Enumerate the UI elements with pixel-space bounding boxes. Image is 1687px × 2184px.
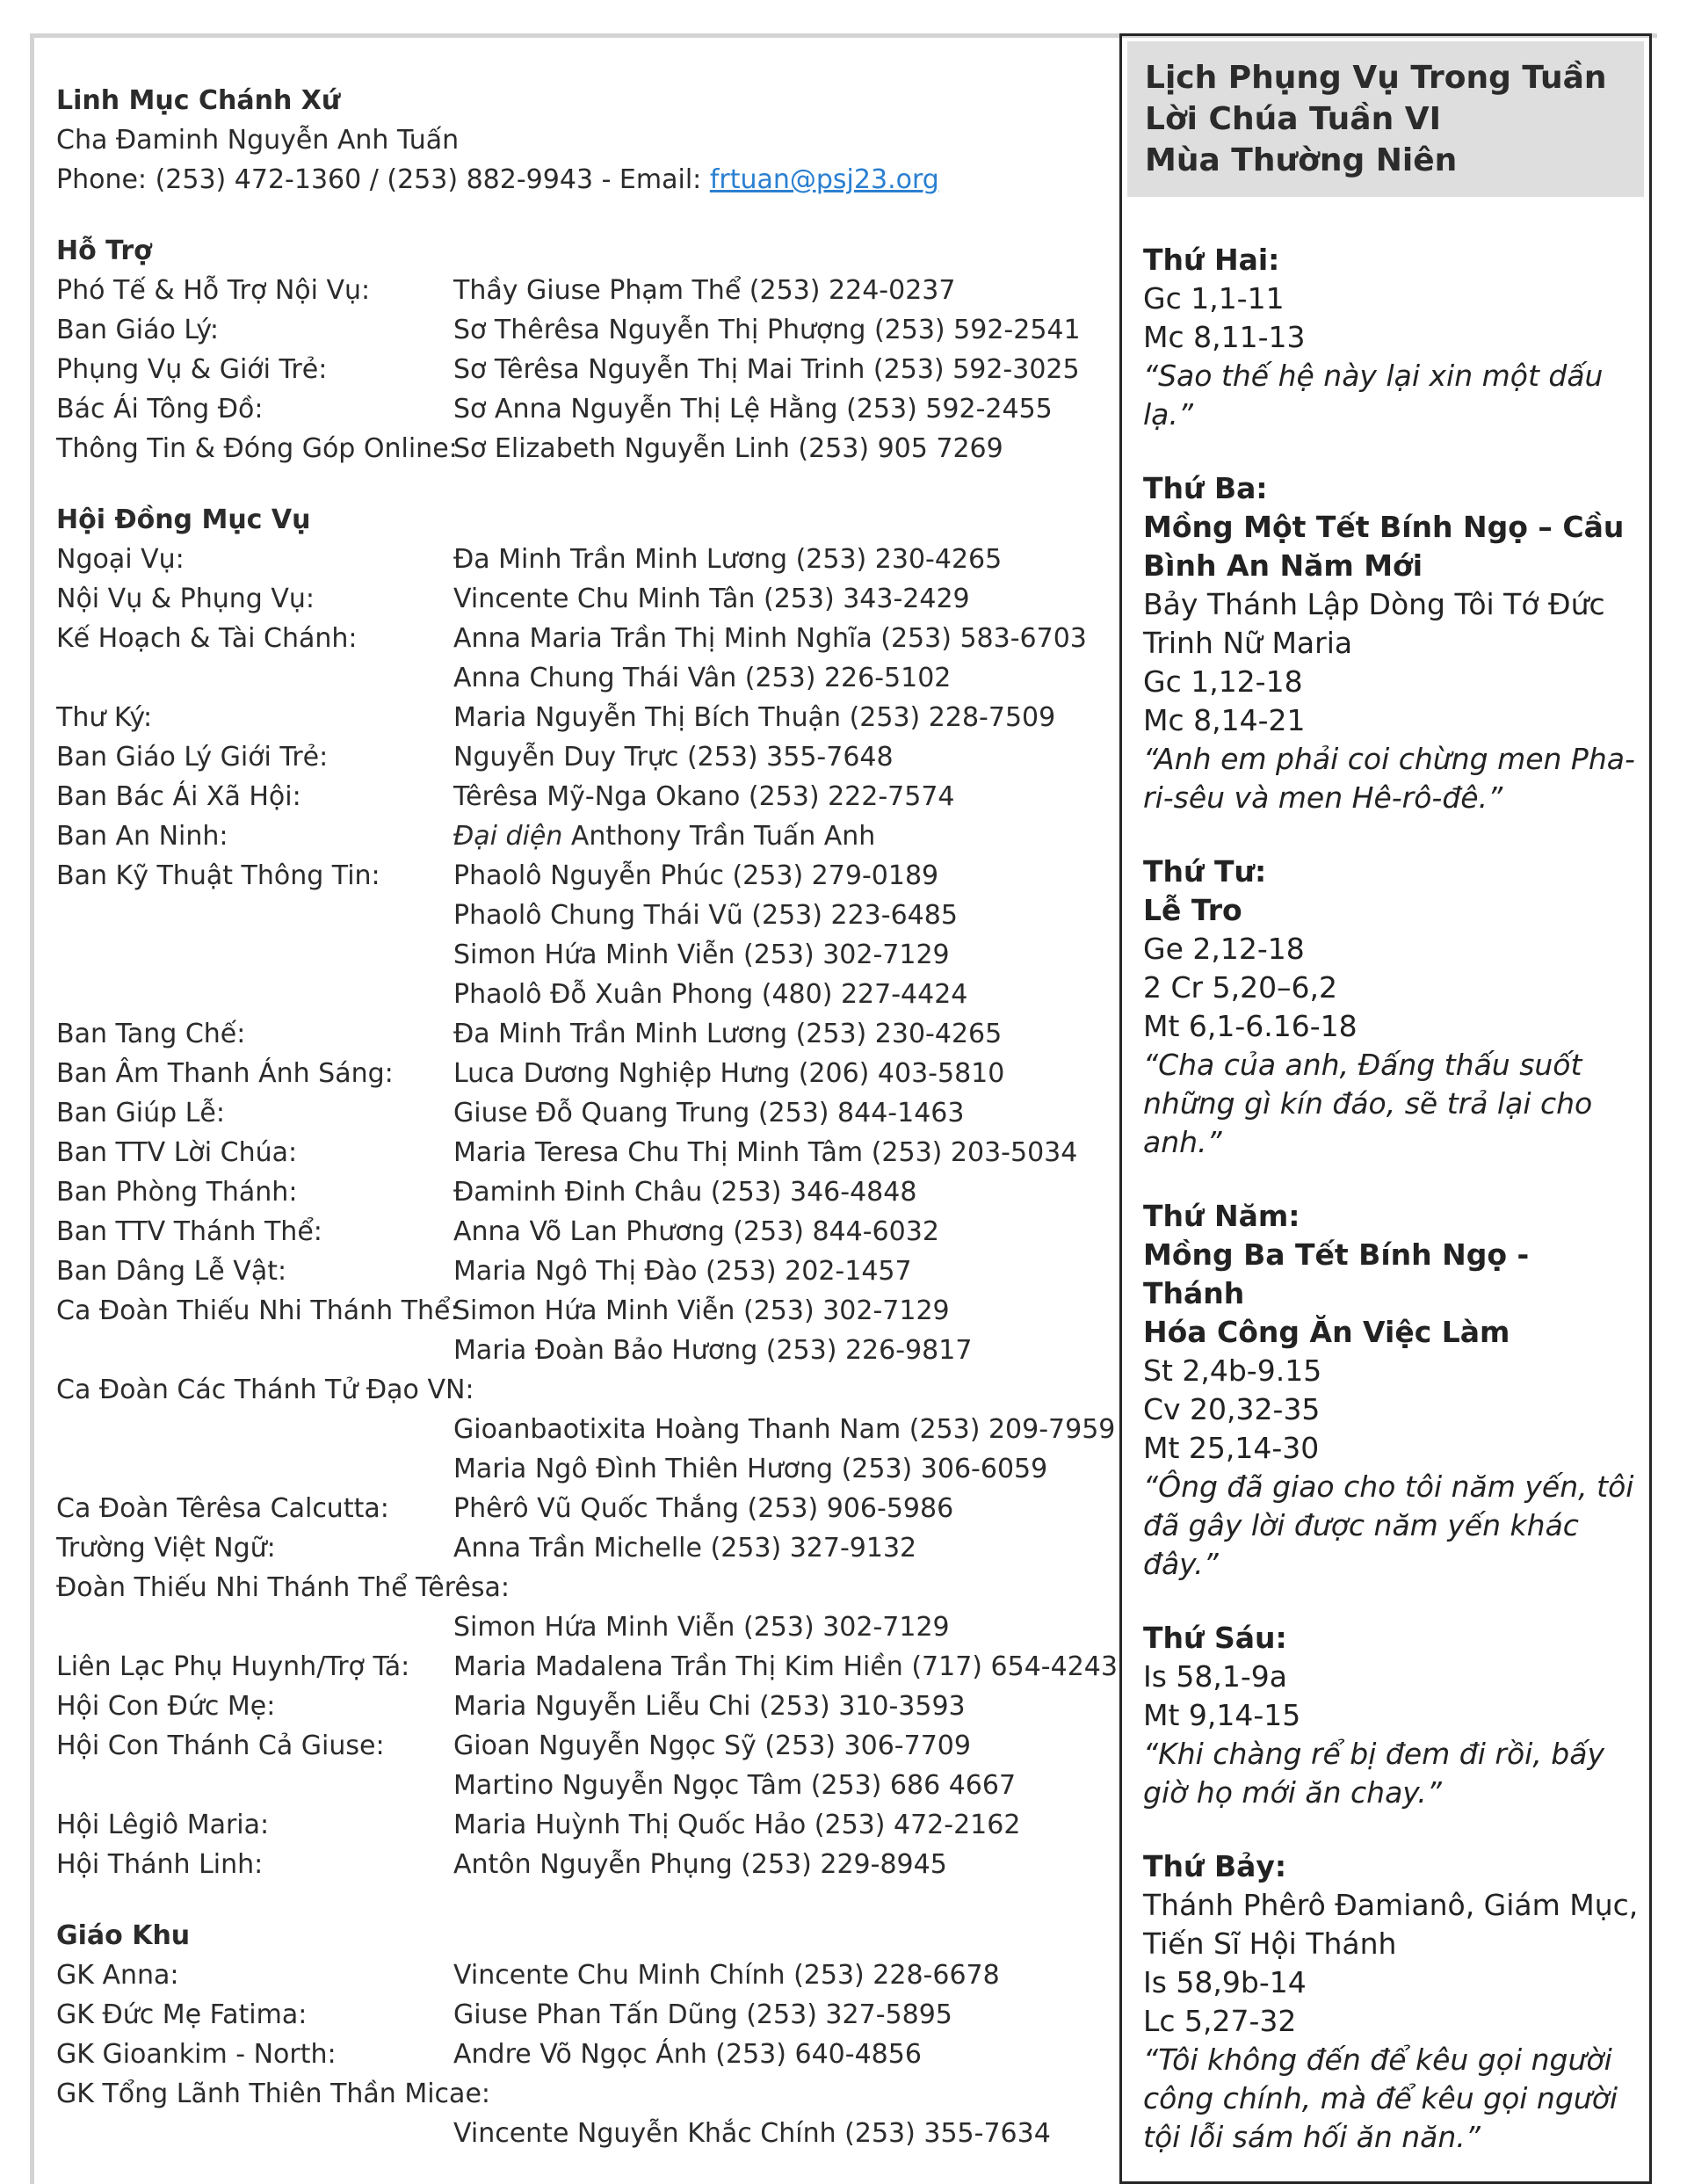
directory-contact-text: Vincente Nguyễn Khắc Chính (253) 355-7634 (453, 2118, 1051, 2149)
directory-row (56, 1054, 1102, 1093)
directory-contact (453, 389, 1053, 429)
day-quote: “Sao thế hệ này lại xin một dấu lạ.” (1143, 359, 1604, 432)
directory-contact (453, 310, 1081, 350)
directory-row (56, 1687, 1102, 1726)
day-name: Thứ Sáu: (1143, 1621, 1287, 1655)
council-title: Hội Đồng Mục Vụ (56, 504, 311, 535)
day-name: Thứ Hai: (1143, 243, 1280, 277)
day-name: Thứ Năm: (1143, 1199, 1300, 1233)
directory-row (56, 1845, 1102, 1884)
directory-contact-text: Phêrô Vũ Quốc Thắng (253) 906-5986 (453, 1493, 954, 1524)
day-note: Thánh Phêrô Đamianô, Giám Mục, (1143, 1888, 1639, 1922)
day-reading: Cv 20,32-35 (1143, 1392, 1321, 1426)
liturgy-day (1143, 469, 1639, 817)
directory-contact (453, 1489, 953, 1528)
directory-role: GK Đức Mẹ Fatima: (56, 1999, 308, 2030)
directory-row (56, 856, 1102, 896)
directory-row (56, 1172, 1102, 1212)
directory-contact (453, 1014, 1002, 1054)
day-reading: Mt 9,14-15 (1143, 1698, 1301, 1732)
directory-row (56, 737, 1102, 777)
liturgy-panel (1119, 33, 1652, 2184)
directory-contact-text: Thầy Giuse Phạm Thể (253) 224-0237 (453, 275, 956, 306)
directory-contact-text: Maria Teresa Chu Thị Minh Tâm (253) 203-5034 (453, 1137, 1078, 1168)
directory-contact (453, 579, 970, 619)
district-list (56, 1955, 1102, 2153)
directory-row (56, 896, 1102, 935)
day-reading: Is 58,1-9a (1143, 1659, 1288, 1694)
directory-role: Hội Thánh Linh: (56, 1849, 264, 1880)
directory-contact-text: Đa Minh Trần Minh Lương (253) 230-4265 (453, 1019, 1003, 1049)
day-name: Thứ Bảy: (1143, 1849, 1287, 1883)
directory-row (56, 350, 1102, 389)
directory-contact (453, 1172, 916, 1212)
directory-contact-text: Simon Hứa Minh Viễn (253) 302-7129 (453, 940, 950, 970)
directory-contact (453, 975, 967, 1014)
day-feast: Mồng Một Tết Bính Ngọ – Cầu (1143, 510, 1625, 544)
directory-row (56, 1449, 1102, 1489)
directory-contact (453, 271, 955, 310)
day-feast: Hóa Công Ăn Việc Làm (1143, 1315, 1510, 1349)
directory-contact-text: Anna Trần Michelle (253) 327-9132 (453, 1533, 917, 1564)
directory-role: Ban Giúp Lễ: (56, 1098, 225, 1128)
pastor-contact (56, 160, 1102, 200)
liturgy-days (1122, 197, 1649, 2157)
directory-row (56, 1766, 1102, 1805)
directory-contact-text: Maria Đoàn Bảo Hương (253) 226-9817 (453, 1335, 973, 1366)
directory-contact (453, 619, 1087, 658)
directory-contact (453, 1528, 916, 1568)
directory-role: Kế Hoạch & Tài Chánh: (56, 623, 358, 654)
day-name: Thứ Ba: (1143, 471, 1268, 505)
directory-contact-text: Vincente Chu Minh Tân (253) 343-2429 (453, 584, 970, 614)
directory-row (56, 1093, 1102, 1133)
directory-row (56, 1528, 1102, 1568)
directory-contact-text: Simon Hứa Minh Viễn (253) 302-7129 (453, 1612, 950, 1643)
directory-contact-note: Đại diện (453, 821, 563, 852)
directory-contact-text: Giuse Đỗ Quang Trung (253) 844-1463 (453, 1098, 965, 1128)
directory-role: Ban Bác Ái Xã Hội: (56, 781, 301, 812)
directory-row (56, 389, 1102, 429)
council-list (56, 540, 1118, 1884)
liturgy-header-line: Lịch Phụng Vụ Trong Tuần (1145, 60, 1607, 96)
directory-role: Ban Kỹ Thuật Thông Tin: (56, 860, 380, 891)
day-feast: Bình An Năm Mới (1143, 548, 1423, 583)
directory-contact-text: Nguyễn Duy Trực (253) 355-7648 (453, 742, 894, 773)
directory-row (56, 1133, 1102, 1172)
liturgy-header-line: Mùa Thường Niên (1145, 142, 1458, 178)
day-name: Thứ Tư: (1143, 854, 1267, 889)
directory-contact (453, 540, 1002, 579)
directory-contact-text: Luca Dương Nghiệp Hưng (206) 403-5810 (453, 1058, 1005, 1089)
directory-row (56, 698, 1102, 737)
directory-contact-text: Anna Maria Trần Thị Minh Nghĩa (253) 583-6703 (453, 623, 1087, 654)
directory-contact (453, 1955, 1000, 1995)
directory-row (56, 1489, 1102, 1528)
day-quote: “Cha của anh, Đấng thấu suốt những gì kín đáo, sẽ trả lại cho anh.” (1143, 1048, 1593, 1159)
day-note: Tiến Sĩ Hội Thánh (1143, 1926, 1397, 1961)
directory-role: Ngoại Vụ: (56, 544, 185, 575)
directory-contact-text: Vincente Chu Minh Chính (253) 228-6678 (453, 1960, 1000, 1991)
directory-role: Ban TTV Lời Chúa: (56, 1137, 298, 1168)
day-reading: Is 58,9b-14 (1143, 1965, 1307, 1999)
directory-row (56, 540, 1102, 579)
directory-role: Ban Tang Chế: (56, 1019, 246, 1049)
directory-role: GK Anna: (56, 1960, 179, 1991)
liturgy-day (1143, 1197, 1639, 1584)
directory-row (56, 579, 1102, 619)
directory-group-label: Đoàn Thiếu Nhi Thánh Thể Têrêsa: (56, 1572, 510, 1603)
directory-group-label: GK Tổng Lãnh Thiên Thần Micae: (56, 2079, 491, 2109)
directory-contact-text: Maria Madalena Trần Thị Kim Hiền (717) 654-4243 (453, 1651, 1118, 1682)
directory-contact (453, 1726, 971, 1766)
directory-row (56, 935, 1102, 975)
directory-contact-text: Đaminh Đinh Châu (253) 346-4848 (453, 1177, 917, 1208)
directory-role (56, 1766, 453, 1805)
directory-role (56, 1331, 453, 1370)
day-reading: 2 Cr 5,20–6,2 (1143, 970, 1338, 1005)
directory-contact-text: Phaolô Đỗ Xuân Phong (480) 227-4424 (453, 979, 968, 1010)
directory-row (56, 1607, 1102, 1647)
directory-contact (453, 429, 1003, 468)
directory-role (56, 896, 453, 935)
directory-role: Ban Phòng Thánh: (56, 1177, 298, 1208)
directory-contact (453, 1410, 1115, 1449)
directory-row (56, 429, 1102, 468)
directory-contact-text: Anna Chung Thái Vân (253) 226-5102 (453, 663, 952, 693)
directory-contact-text: Phaolô Nguyễn Phúc (253) 279-0189 (453, 860, 939, 891)
day-reading: Mt 25,14-30 (1143, 1431, 1320, 1465)
support-title: Hỗ Trợ (56, 236, 152, 266)
directory-role (56, 1607, 453, 1647)
directory-contact (453, 1647, 1118, 1687)
directory-contact-text: Maria Huỳnh Thị Quốc Hảo (253) 472-2162 (453, 1810, 1021, 1840)
directory-contact-text: Sơ Elizabeth Nguyễn Linh (253) 905 7269 (453, 433, 1003, 464)
directory-row (56, 1014, 1102, 1054)
directory-row (56, 1410, 1116, 1449)
directory-contact (453, 816, 875, 856)
directory-contact (453, 2035, 922, 2074)
day-feast: Lễ Tro (1143, 893, 1242, 927)
directory-role: Hội Con Thánh Cả Giuse: (56, 1731, 385, 1761)
directory-row (56, 1995, 1102, 2035)
day-note: Trinh Nữ Maria (1143, 626, 1353, 660)
day-reading: Lc 5,27-32 (1143, 2004, 1297, 2038)
day-quote: “Ông đã giao cho tôi năm yến, tôi đã gây lời được năm yến khác đây.” (1143, 1469, 1634, 1581)
directory-contact (453, 1331, 972, 1370)
directory-role (56, 1410, 453, 1449)
directory-row (56, 2035, 1102, 2074)
directory-role: Nội Vụ & Phụng Vụ: (56, 584, 315, 614)
directory-role: Bác Ái Tông Đồ: (56, 394, 264, 424)
directory-contact (453, 1133, 1077, 1172)
directory-row (56, 1647, 1118, 1687)
directory-contact (453, 935, 950, 975)
directory-contact (453, 777, 955, 816)
directory-contact-text: Giuse Phan Tấn Dũng (253) 327-5895 (453, 1999, 952, 2030)
directory-role: Ban Âm Thanh Ánh Sáng: (56, 1058, 394, 1089)
day-reading: Gc 1,12-18 (1143, 664, 1303, 699)
directory-contact (453, 1054, 1004, 1093)
directory-row (56, 1805, 1102, 1845)
directory-contact-text: Đa Minh Trần Minh Lương (253) 230-4265 (453, 544, 1003, 575)
liturgy-day (1143, 241, 1639, 434)
directory-contact (453, 1995, 952, 2035)
directory-contact (453, 698, 1055, 737)
liturgy-day (1143, 1847, 1639, 2157)
directory-role: Ban Giáo Lý: (56, 315, 220, 345)
liturgy-header (1127, 41, 1644, 197)
directory-role: Phó Tế & Hỗ Trợ Nội Vụ: (56, 275, 371, 306)
directory-role: Ca Đoàn Thiếu Nhi Thánh Thể: (56, 1295, 460, 1326)
pastor-name: Cha Đaminh Nguyễn Anh Tuấn (56, 125, 460, 156)
directory-contact (453, 1607, 950, 1647)
directory-role: Ca Đoàn Têrêsa Calcutta: (56, 1493, 389, 1524)
directory-role: Liên Lạc Phụ Huynh/Trợ Tá: (56, 1651, 410, 1682)
directory-contact-text: Maria Nguyễn Liễu Chi (253) 310-3593 (453, 1691, 966, 1722)
directory-contact (453, 856, 938, 896)
directory-contact-text: Sơ Têrêsa Nguyễn Thị Mai Trinh (253) 592-3025 (453, 354, 1080, 385)
day-reading: Mt 6,1-6.16-18 (1143, 1009, 1358, 1043)
directory-contact-text: Maria Ngô Thị Đào (253) 202-1457 (453, 1256, 912, 1287)
directory-contact-text: Sơ Anna Nguyễn Thị Lệ Hằng (253) 592-2455 (453, 394, 1053, 424)
directory-row (56, 619, 1102, 658)
directory-contact (453, 350, 1080, 389)
directory-contact-text: Phaolô Chung Thái Vũ (253) 223-6485 (453, 900, 958, 931)
directory-group-label: Ca Đoàn Các Thánh Tử Đạo VN: (56, 1375, 474, 1405)
directory-role: Phụng Vụ & Giới Trẻ: (56, 354, 328, 385)
directory-contact (453, 737, 894, 777)
directory-role: Trường Việt Ngữ: (56, 1533, 276, 1564)
directory-row (56, 1331, 1102, 1370)
directory-role: Ban Giáo Lý Giới Trẻ: (56, 742, 329, 773)
directory-row (56, 658, 1102, 698)
directory-role (56, 935, 453, 975)
directory-column (56, 81, 1118, 2153)
directory-contact-text: Sơ Thêrêsa Nguyễn Thị Phượng (253) 592-2541 (453, 315, 1081, 345)
pastor-phone: Phone: (253) 472-1360 / (253) 882-9943 - Email: (56, 164, 710, 195)
directory-row (56, 1291, 1102, 1331)
directory-contact-text: Antôn Nguyễn Phụng (253) 229-8945 (453, 1849, 947, 1880)
directory-role: Thông Tin & Đóng Góp Online: (56, 433, 458, 464)
day-quote: “Tôi không đến để kêu gọi người công chính, mà để kêu gọi người tội lỗi sám hối ăn năn.” (1143, 2043, 1618, 2154)
directory-contact (453, 1766, 1016, 1805)
pastor-title: Linh Mục Chánh Xứ (56, 85, 341, 116)
directory-row (56, 2114, 1102, 2153)
day-quote: “Anh em phải coi chừng men Pha-ri-sêu và men Hê-rô-đê.” (1143, 742, 1635, 815)
day-note: Bảy Thánh Lập Dòng Tôi Tớ Đức (1143, 587, 1605, 621)
day-reading: Mc 8,14-21 (1143, 703, 1306, 737)
liturgy-header-line: Lời Chúa Tuần VI (1145, 101, 1441, 137)
day-quote: “Khi chàng rể bị đem đi rồi, bấy giờ họ mới ăn chay.” (1143, 1737, 1605, 1810)
liturgy-day (1143, 853, 1639, 1162)
directory-role: Ban TTV Thánh Thể: (56, 1216, 322, 1247)
directory-role: Ban Dâng Lễ Vật: (56, 1256, 287, 1287)
liturgy-day (1143, 1619, 1639, 1812)
directory-role: Hội Con Đức Mẹ: (56, 1691, 276, 1722)
directory-contact (453, 1252, 912, 1291)
directory-role (56, 975, 453, 1014)
directory-role: Thư Ký: (56, 702, 153, 733)
directory-contact-text: Andre Võ Ngọc Ánh (253) 640-4856 (453, 2039, 922, 2070)
directory-row (56, 975, 1102, 1014)
directory-row (56, 1726, 1102, 1766)
directory-contact (453, 1093, 964, 1133)
directory-contact-text: Martino Nguyễn Ngọc Tâm (253) 686 4667 (453, 1770, 1017, 1801)
directory-row (56, 1955, 1102, 1995)
district-title: Giáo Khu (56, 1920, 191, 1951)
directory-contact (453, 1805, 1020, 1845)
pastor-email-link[interactable]: frtuan@psj23.org (709, 164, 939, 195)
day-reading: Ge 2,12-18 (1143, 932, 1305, 966)
directory-row (56, 1252, 1102, 1291)
directory-contact (453, 896, 958, 935)
directory-contact (453, 658, 951, 698)
day-reading: St 2,4b-9.15 (1143, 1353, 1322, 1388)
directory-role: GK Gioankim - North: (56, 2039, 337, 2070)
directory-role (56, 2114, 453, 2153)
directory-contact-text: Gioan Nguyễn Ngọc Sỹ (253) 306-7709 (453, 1731, 971, 1761)
directory-contact (453, 1845, 947, 1884)
directory-contact-text: Anthony Trần Tuấn Anh (562, 821, 876, 852)
directory-contact-text: Maria Nguyễn Thị Bích Thuận (253) 228-7509 (453, 702, 1056, 733)
directory-contact (453, 1291, 950, 1331)
directory-row (56, 777, 1102, 816)
day-feast: Mồng Ba Tết Bính Ngọ - Thánh (1143, 1237, 1530, 1310)
support-list (56, 271, 1102, 468)
directory-row (56, 1212, 1102, 1252)
directory-role (56, 1449, 453, 1489)
directory-contact-text: Maria Ngô Đình Thiên Hương (253) 306-6059 (453, 1454, 1048, 1484)
directory-contact (453, 2114, 1051, 2153)
directory-contact-text: Gioanbaotixita Hoàng Thanh Nam (253) 209-7959 (453, 1414, 1116, 1445)
directory-contact-text: Anna Võ Lan Phương (253) 844-6032 (453, 1216, 939, 1247)
directory-contact (453, 1687, 966, 1726)
directory-row (56, 310, 1102, 350)
day-reading: Gc 1,1-11 (1143, 281, 1285, 316)
directory-row (56, 271, 1102, 310)
directory-role: Ban An Ninh: (56, 821, 228, 852)
directory-role (56, 658, 453, 698)
directory-contact (453, 1449, 1047, 1489)
day-reading: Mc 8,11-13 (1143, 320, 1306, 354)
directory-contact-text: Têrêsa Mỹ-Nga Okano (253) 222-7574 (453, 781, 955, 812)
directory-role: Hội Lêgiô Maria: (56, 1810, 270, 1840)
directory-contact-text: Simon Hứa Minh Viễn (253) 302-7129 (453, 1295, 950, 1326)
directory-row (56, 816, 1102, 856)
directory-contact (453, 1212, 939, 1252)
